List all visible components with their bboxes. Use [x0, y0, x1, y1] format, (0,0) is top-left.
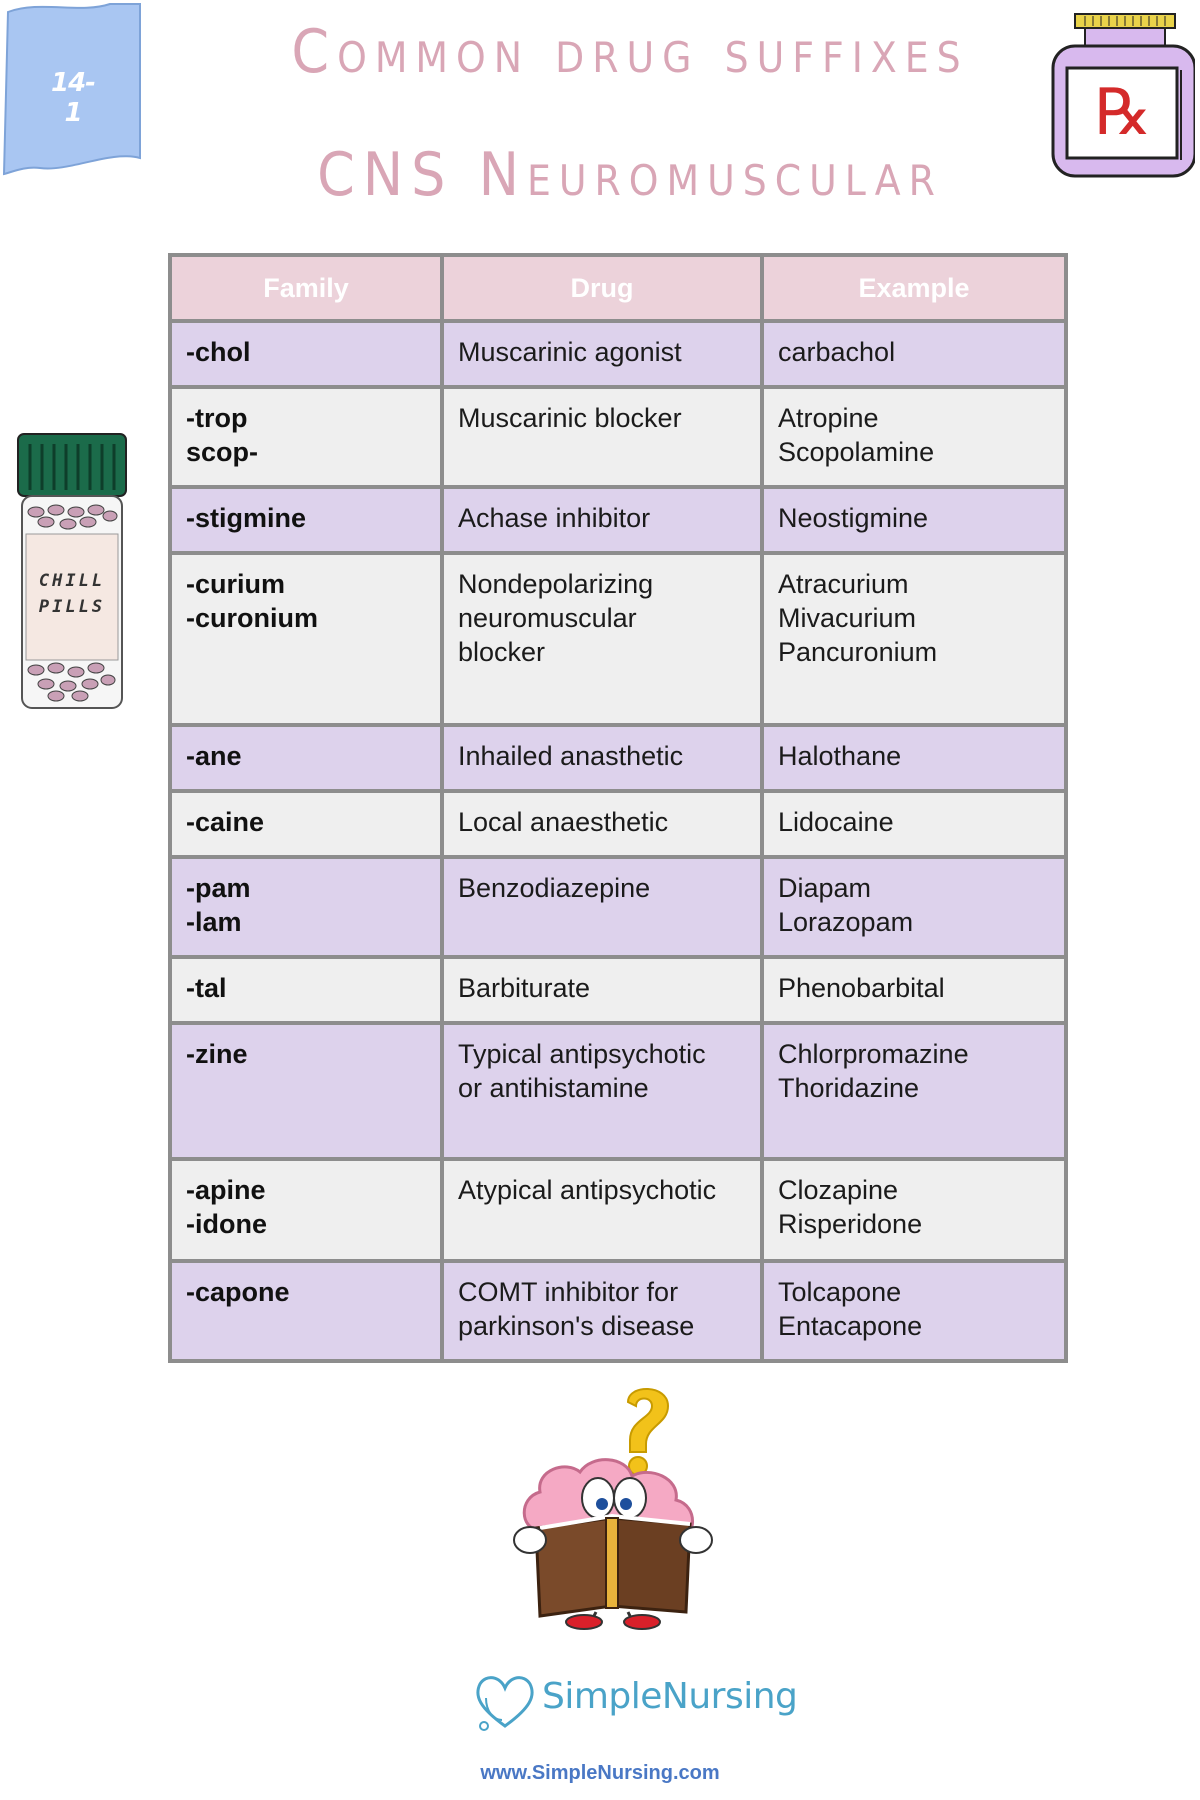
- pill-bottle-label-line1: CHILL: [38, 571, 106, 591]
- example-text: Pancuronium: [778, 637, 938, 667]
- example-cell: [762, 957, 1066, 1023]
- drug-text: Inhailed anasthetic: [458, 741, 684, 771]
- family-cell: [170, 857, 442, 957]
- family-text: -curium: [186, 569, 286, 599]
- family-text: -caine: [186, 807, 265, 837]
- example-cell: [762, 1023, 1066, 1159]
- drug-cell: [442, 321, 762, 387]
- example-text: Clozapine: [778, 1175, 899, 1205]
- family-text: -stigmine: [186, 503, 307, 533]
- drug-text: COMT inhibitor for: [458, 1277, 679, 1307]
- example-text: Lorazopam: [778, 907, 914, 937]
- drug-text: Atypical antipsychotic: [458, 1175, 717, 1205]
- column-header-family: Family: [170, 255, 442, 321]
- example-cell: [762, 553, 1066, 725]
- drug-cell: [442, 957, 762, 1023]
- example-text: Lidocaine: [778, 807, 894, 837]
- pill-bottle-label-line2: PILLS: [38, 597, 106, 617]
- example-cell: [762, 725, 1066, 791]
- family-text: -chol: [186, 337, 251, 367]
- example-text: carbachol: [778, 337, 896, 367]
- drug-text: blocker: [458, 637, 546, 667]
- pill-bottle-icon: [12, 430, 132, 715]
- example-text: Neostigmine: [778, 503, 929, 533]
- drug-text: parkinson's disease: [458, 1311, 695, 1341]
- table-header-row: [170, 255, 1066, 321]
- drug-text: Muscarinic agonist: [458, 337, 682, 367]
- table-row: [170, 1261, 1066, 1361]
- example-cell: [762, 1159, 1066, 1261]
- family-text: -trop: [186, 403, 248, 433]
- family-text: -curonium: [186, 603, 318, 633]
- drug-cell: [442, 857, 762, 957]
- example-text: Diapam: [778, 873, 872, 903]
- example-cell: [762, 321, 1066, 387]
- family-text: -lam: [186, 907, 242, 937]
- table-row: [170, 725, 1066, 791]
- family-cell: [170, 1159, 442, 1261]
- family-text: -ane: [186, 741, 242, 771]
- drug-cell: [442, 1023, 762, 1159]
- simplenursing-logo: [470, 1668, 810, 1738]
- example-text: Thoridazine: [778, 1073, 920, 1103]
- family-cell: [170, 957, 442, 1023]
- drug-text: Local anaesthetic: [458, 807, 669, 837]
- example-text: Scopolamine: [778, 437, 935, 467]
- drug-cell: [442, 487, 762, 553]
- example-text: Phenobarbital: [778, 973, 945, 1003]
- example-cell: [762, 387, 1066, 487]
- drug-suffix-table: [168, 253, 1068, 1363]
- table-row: [170, 857, 1066, 957]
- family-cell: [170, 791, 442, 857]
- example-cell: [762, 791, 1066, 857]
- column-header-drug: Drug: [442, 255, 762, 321]
- page-title: Common drug suffixes: [291, 17, 969, 87]
- table-row: [170, 387, 1066, 487]
- family-text: -idone: [186, 1209, 267, 1239]
- table-row: [170, 791, 1066, 857]
- drug-text: Benzodiazepine: [458, 873, 651, 903]
- table-row: [170, 957, 1066, 1023]
- family-text: -tal: [186, 973, 227, 1003]
- drug-cell: [442, 1261, 762, 1361]
- drug-text: Achase inhibitor: [458, 503, 651, 533]
- family-text: -pam: [186, 873, 251, 903]
- example-text: Chlorpromazine: [778, 1039, 969, 1069]
- prescription-jar-icon: [1045, 10, 1195, 180]
- table-row: [170, 1023, 1066, 1159]
- drug-text: or antihistamine: [458, 1073, 649, 1103]
- family-cell: [170, 553, 442, 725]
- badge-label: 14-1: [51, 68, 95, 128]
- family-cell: [170, 321, 442, 387]
- drug-text: Muscarinic blocker: [458, 403, 682, 433]
- example-text: Mivacurium: [778, 603, 917, 633]
- example-text: Atropine: [778, 403, 879, 433]
- family-text: -apine: [186, 1175, 266, 1205]
- rx-symbol: ℞: [1094, 76, 1152, 150]
- table-row: [170, 487, 1066, 553]
- family-cell: [170, 725, 442, 791]
- example-text: Tolcapone: [778, 1277, 902, 1307]
- page-badge: [0, 0, 145, 180]
- example-cell: [762, 1261, 1066, 1361]
- family-text: -capone: [186, 1277, 290, 1307]
- website-link[interactable]: www.SimpleNursing.com: [480, 1762, 720, 1784]
- page-subtitle: CNS Neuromuscular: [317, 140, 943, 210]
- example-cell: [762, 487, 1066, 553]
- drug-cell: [442, 387, 762, 487]
- family-cell: [170, 487, 442, 553]
- family-cell: [170, 1023, 442, 1159]
- drug-text: Nondepolarizing: [458, 569, 654, 599]
- drug-cell: [442, 725, 762, 791]
- drug-text: Barbiturate: [458, 973, 591, 1003]
- drug-cell: [442, 1159, 762, 1261]
- family-text: -zine: [186, 1039, 248, 1069]
- brain-reading-book-icon: [500, 1380, 740, 1630]
- table-row: [170, 553, 1066, 725]
- table-row: [170, 1159, 1066, 1261]
- drug-cell: [442, 791, 762, 857]
- example-text: Risperidone: [778, 1209, 923, 1239]
- example-text: Entacapone: [778, 1311, 923, 1341]
- example-text: Halothane: [778, 741, 902, 771]
- logo-text: SimpleNursing: [542, 1676, 798, 1717]
- drug-cell: [442, 553, 762, 725]
- drug-text: Typical antipsychotic: [458, 1039, 706, 1069]
- family-cell: [170, 1261, 442, 1361]
- example-text: Atracurium: [778, 569, 909, 599]
- family-cell: [170, 387, 442, 487]
- family-text: scop-: [186, 437, 259, 467]
- drug-text: neuromuscular: [458, 603, 637, 633]
- table-row: [170, 321, 1066, 387]
- example-cell: [762, 857, 1066, 957]
- column-header-example: Example: [762, 255, 1066, 321]
